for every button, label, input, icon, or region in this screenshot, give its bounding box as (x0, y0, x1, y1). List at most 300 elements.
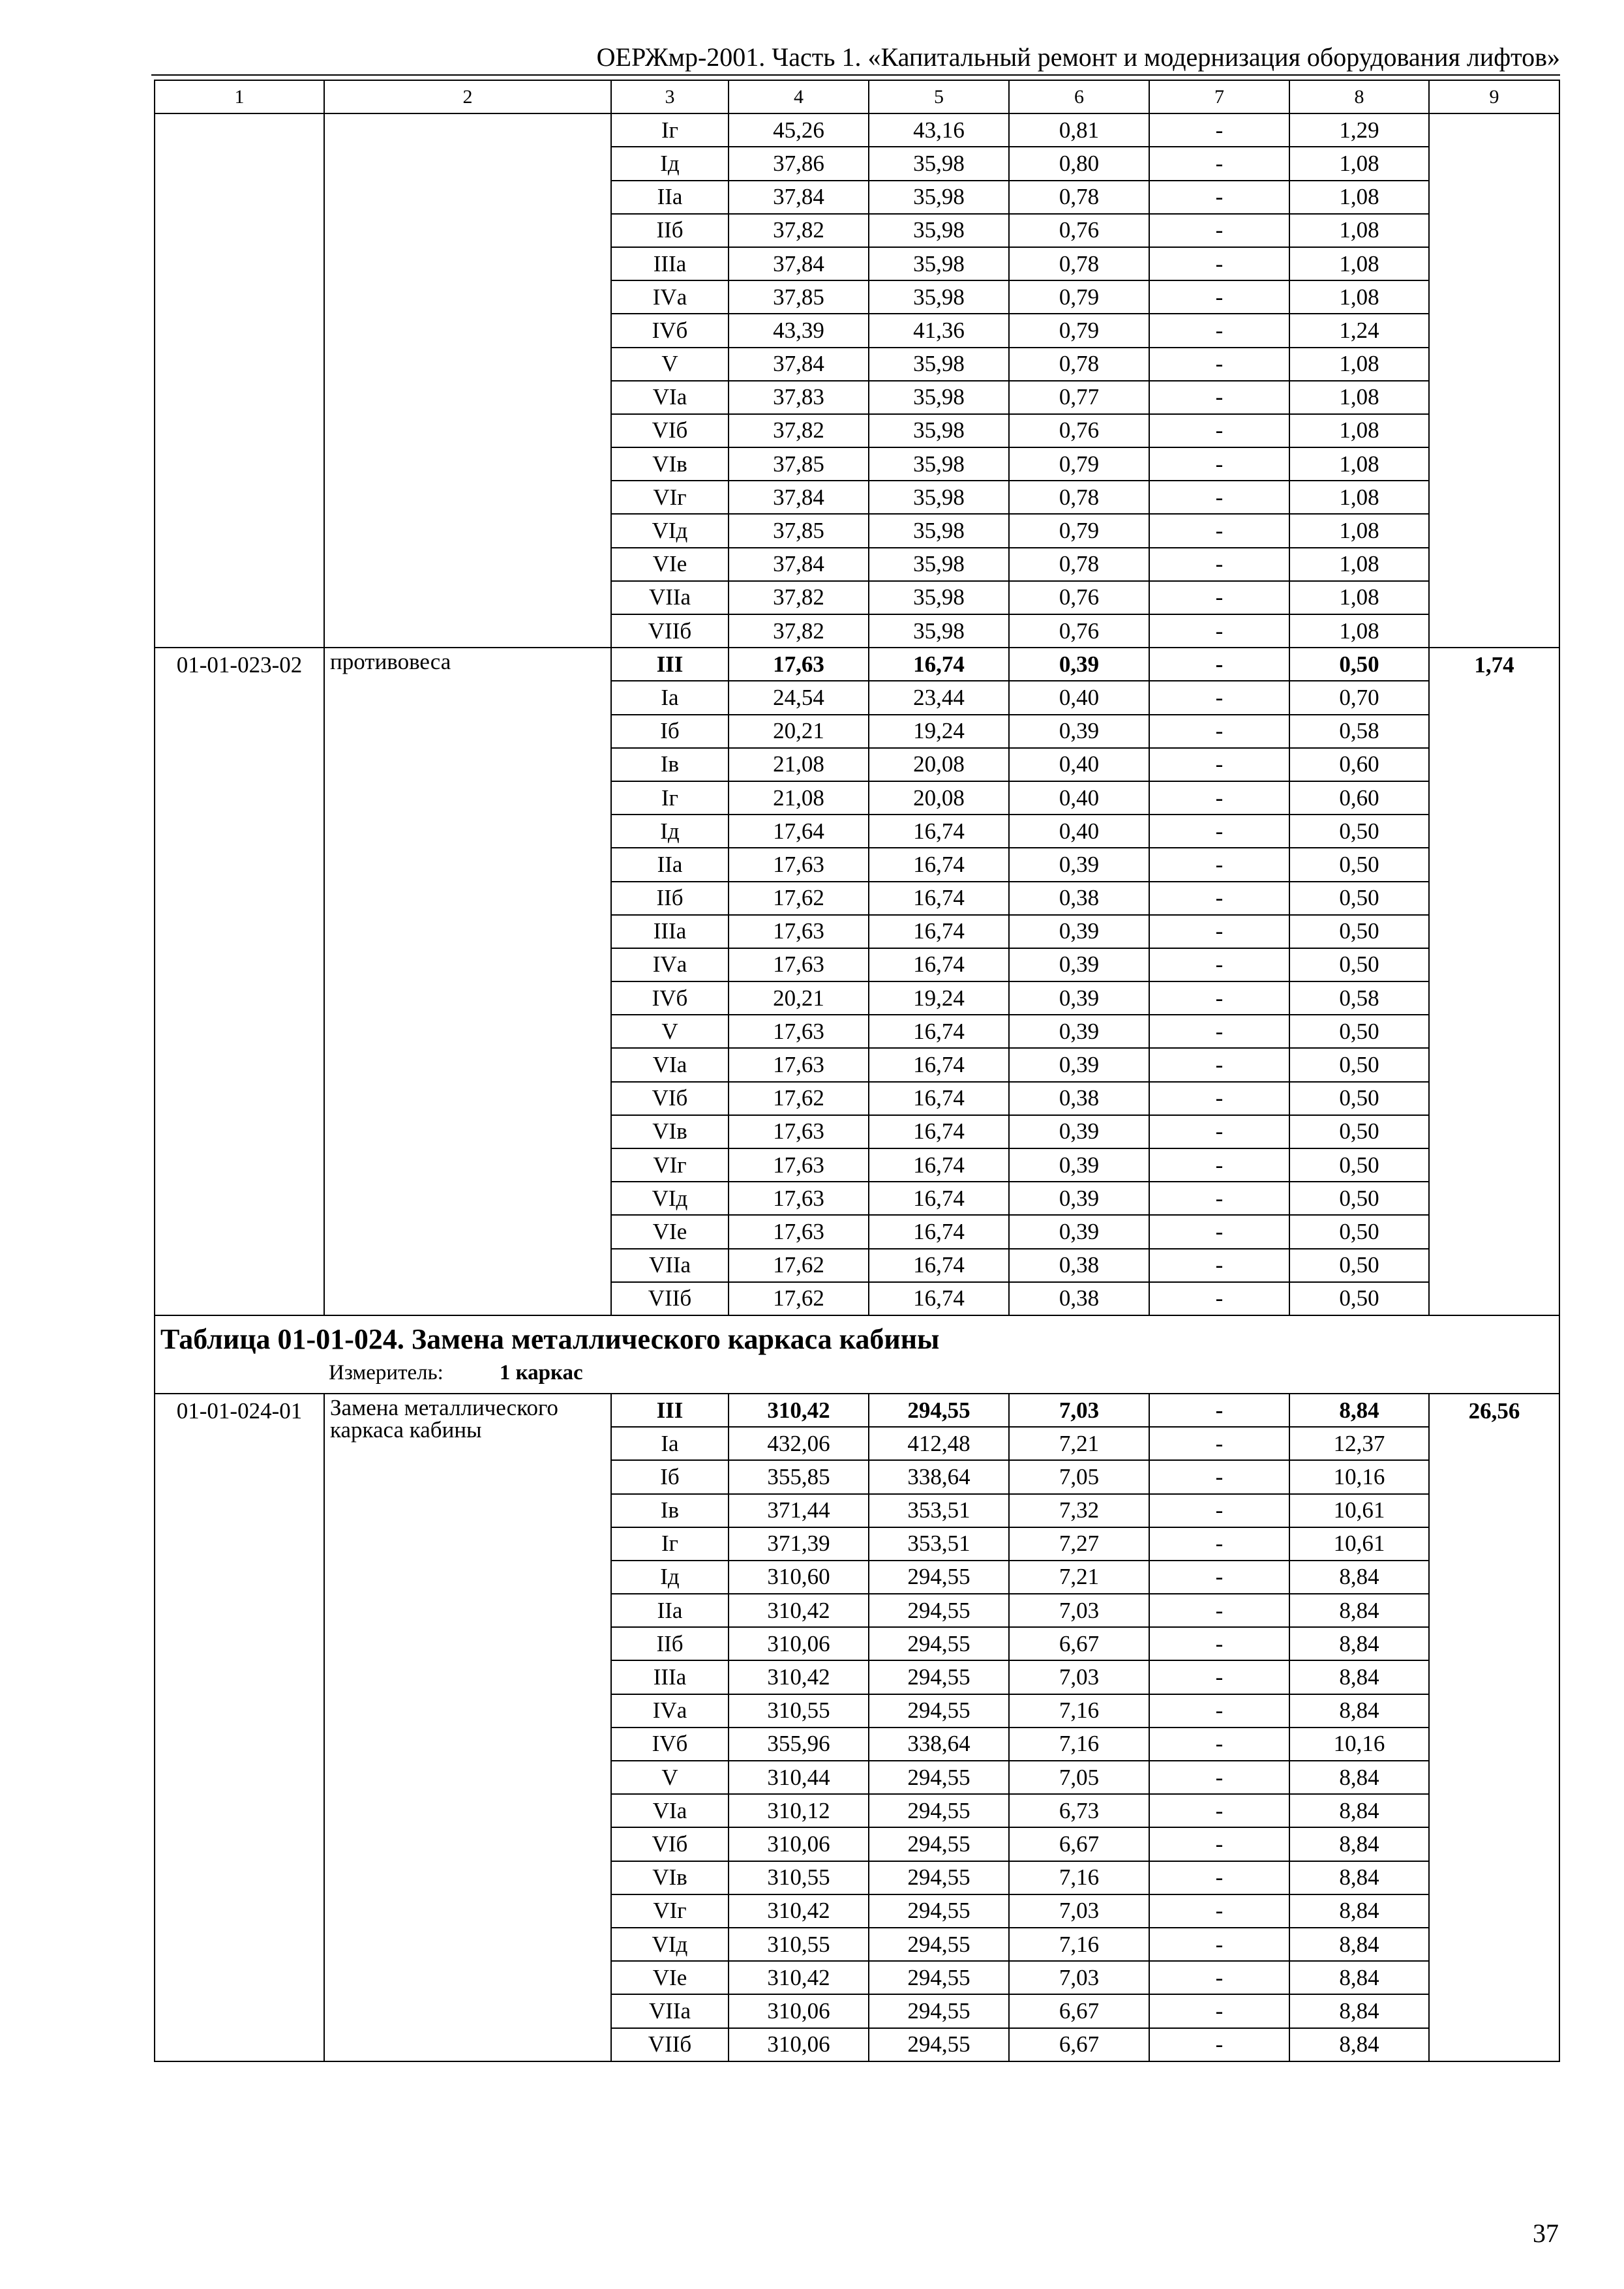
labor-cell: 0,50 (1289, 948, 1429, 981)
total-cost-cell: 37,84 (729, 481, 869, 514)
zone-cell: IIб (611, 882, 729, 915)
labor-cell: 8,84 (1289, 1394, 1429, 1427)
materials-cell: - (1149, 113, 1289, 147)
wage-cell: 16,74 (869, 1115, 1009, 1148)
total-labor-cell: 26,56 (1429, 1394, 1559, 2061)
total-cost-cell: 17,63 (729, 948, 869, 981)
wage-cell: 35,98 (869, 214, 1009, 247)
column-number: 1 (155, 80, 324, 113)
zone-cell: Iб (611, 1460, 729, 1493)
materials-cell: - (1149, 1961, 1289, 1994)
total-cost-cell: 310,42 (729, 1594, 869, 1627)
machine-cost-cell: 7,03 (1009, 1894, 1149, 1928)
machine-cost-cell: 6,67 (1009, 1994, 1149, 2027)
labor-cell: 10,16 (1289, 1728, 1429, 1761)
machine-cost-cell: 7,03 (1009, 1961, 1149, 1994)
machine-cost-cell: 7,27 (1009, 1527, 1149, 1561)
machine-cost-cell: 6,67 (1009, 1827, 1149, 1861)
total-cost-cell: 37,84 (729, 247, 869, 280)
total-cost-cell: 37,82 (729, 214, 869, 247)
labor-cell: 8,84 (1289, 1561, 1429, 1594)
wage-cell: 294,55 (869, 1627, 1009, 1660)
wage-cell: 35,98 (869, 414, 1009, 447)
materials-cell: - (1149, 447, 1289, 481)
materials-cell: - (1149, 214, 1289, 247)
total-cost-cell: 17,64 (729, 815, 869, 848)
zone-cell: III (611, 1394, 729, 1427)
table-title-cell (155, 1315, 1559, 1394)
wage-cell: 20,08 (869, 748, 1009, 781)
machine-cost-cell: 6,67 (1009, 1627, 1149, 1660)
machine-cost-cell: 0,79 (1009, 514, 1149, 547)
machine-cost-cell: 0,81 (1009, 113, 1149, 147)
total-cost-cell: 20,21 (729, 981, 869, 1015)
total-cost-cell: 17,62 (729, 1282, 869, 1315)
materials-cell: - (1149, 514, 1289, 547)
total-cost-cell: 37,85 (729, 447, 869, 481)
machine-cost-cell: 7,16 (1009, 1928, 1149, 1961)
total-cost-cell: 37,84 (729, 548, 869, 581)
wage-cell: 294,55 (869, 1961, 1009, 1994)
column-number: 4 (729, 80, 869, 113)
labor-cell: 0,58 (1289, 715, 1429, 748)
zone-cell: VIе (611, 548, 729, 581)
rate-name: Замена металлического каркаса кабины (324, 1394, 611, 2061)
total-cost-cell: 17,62 (729, 882, 869, 915)
zone-cell: V (611, 348, 729, 381)
zone-cell: VIIа (611, 1994, 729, 2027)
machine-cost-cell: 0,78 (1009, 348, 1149, 381)
zone-cell: IIIа (611, 915, 729, 948)
labor-cell: 1,08 (1289, 514, 1429, 547)
labor-cell: 1,08 (1289, 414, 1429, 447)
materials-cell: - (1149, 1827, 1289, 1861)
zone-cell: IIIа (611, 247, 729, 280)
materials-cell: - (1149, 1594, 1289, 1627)
column-number: 2 (324, 80, 611, 113)
labor-cell: 8,84 (1289, 1928, 1429, 1961)
total-cost-cell: 17,63 (729, 1115, 869, 1148)
machine-cost-cell: 7,03 (1009, 1660, 1149, 1694)
total-labor-cell: 1,74 (1429, 648, 1559, 1315)
labor-cell: 0,50 (1289, 1182, 1429, 1215)
zone-cell: Iв (611, 748, 729, 781)
wage-cell: 16,74 (869, 815, 1009, 848)
machine-cost-cell: 0,39 (1009, 915, 1149, 948)
wage-cell: 35,98 (869, 280, 1009, 314)
zone-cell: VIIб (611, 2028, 729, 2061)
zone-cell: VIIб (611, 1282, 729, 1315)
zone-cell: Iг (611, 113, 729, 147)
zone-cell: VIд (611, 514, 729, 547)
machine-cost-cell: 0,76 (1009, 614, 1149, 648)
materials-cell: - (1149, 815, 1289, 848)
labor-cell: 1,08 (1289, 447, 1429, 481)
wage-cell: 35,98 (869, 614, 1009, 648)
zone-cell: VIа (611, 1794, 729, 1827)
total-cost-cell: 17,63 (729, 1148, 869, 1182)
wage-cell: 19,24 (869, 715, 1009, 748)
machine-cost-cell: 0,79 (1009, 280, 1149, 314)
total-cost-cell: 20,21 (729, 715, 869, 748)
wage-cell: 16,74 (869, 1082, 1009, 1115)
machine-cost-cell: 0,39 (1009, 1148, 1149, 1182)
total-cost-cell: 17,63 (729, 1215, 869, 1248)
wage-cell: 16,74 (869, 948, 1009, 981)
materials-cell: - (1149, 1148, 1289, 1182)
wage-cell: 294,55 (869, 1594, 1009, 1627)
labor-cell: 0,70 (1289, 681, 1429, 714)
materials-cell: - (1149, 247, 1289, 280)
labor-cell: 8,84 (1289, 2028, 1429, 2061)
zone-cell: VIIа (611, 1249, 729, 1282)
machine-cost-cell: 0,79 (1009, 314, 1149, 347)
labor-cell: 0,50 (1289, 1148, 1429, 1182)
machine-cost-cell: 0,39 (1009, 948, 1149, 981)
wage-cell: 35,98 (869, 247, 1009, 280)
wage-cell: 294,55 (869, 1827, 1009, 1861)
machine-cost-cell: 0,40 (1009, 681, 1149, 714)
zone-cell: Iа (611, 681, 729, 714)
machine-cost-cell: 7,16 (1009, 1861, 1149, 1894)
zone-cell: Iб (611, 715, 729, 748)
zone-cell: Iд (611, 815, 729, 848)
machine-cost-cell: 0,38 (1009, 882, 1149, 915)
machine-cost-cell: 0,39 (1009, 1048, 1149, 1081)
wage-cell: 35,98 (869, 147, 1009, 180)
materials-cell: - (1149, 1761, 1289, 1794)
rate-code (155, 113, 324, 648)
total-cost-cell: 37,83 (729, 381, 869, 414)
wage-cell: 294,55 (869, 1994, 1009, 2027)
total-cost-cell: 37,86 (729, 147, 869, 180)
materials-cell: - (1149, 314, 1289, 347)
machine-cost-cell: 0,39 (1009, 1182, 1149, 1215)
materials-cell: - (1149, 781, 1289, 815)
machine-cost-cell: 0,39 (1009, 715, 1149, 748)
zone-cell: VIг (611, 481, 729, 514)
materials-cell: - (1149, 147, 1289, 180)
wage-cell: 294,55 (869, 1794, 1009, 1827)
table-title-row (155, 1315, 1559, 1394)
wage-cell: 16,74 (869, 648, 1009, 681)
total-cost-cell: 24,54 (729, 681, 869, 714)
labor-cell: 1,08 (1289, 247, 1429, 280)
wage-cell: 294,55 (869, 1928, 1009, 1961)
materials-cell: - (1149, 882, 1289, 915)
materials-cell: - (1149, 948, 1289, 981)
zone-cell: VIб (611, 1082, 729, 1115)
labor-cell: 0,50 (1289, 1115, 1429, 1148)
labor-cell: 8,84 (1289, 1627, 1429, 1660)
wage-cell: 35,98 (869, 447, 1009, 481)
wage-cell: 294,55 (869, 1861, 1009, 1894)
wage-cell: 16,74 (869, 1015, 1009, 1048)
labor-cell: 8,84 (1289, 1827, 1429, 1861)
total-cost-cell: 310,12 (729, 1794, 869, 1827)
total-cost-cell: 21,08 (729, 781, 869, 815)
wage-cell: 43,16 (869, 113, 1009, 147)
labor-cell: 1,08 (1289, 181, 1429, 214)
labor-cell: 1,08 (1289, 348, 1429, 381)
wage-cell: 353,51 (869, 1494, 1009, 1527)
machine-cost-cell: 0,78 (1009, 247, 1149, 280)
column-number: 9 (1429, 80, 1559, 113)
wage-cell: 294,55 (869, 1660, 1009, 1694)
wage-cell: 16,74 (869, 915, 1009, 948)
labor-cell: 1,08 (1289, 548, 1429, 581)
wage-cell: 35,98 (869, 348, 1009, 381)
zone-cell: VIд (611, 1182, 729, 1215)
labor-cell: 1,08 (1289, 280, 1429, 314)
zone-cell: VIв (611, 1861, 729, 1894)
page-header: ОЕРЖмр-2001. Часть 1. «Капитальный ремонт и модернизация оборудования лифтов» (596, 42, 1560, 72)
labor-cell: 8,84 (1289, 1961, 1429, 1994)
machine-cost-cell: 7,21 (1009, 1427, 1149, 1460)
wage-cell: 294,55 (869, 1761, 1009, 1794)
materials-cell: - (1149, 1494, 1289, 1527)
labor-cell: 12,37 (1289, 1427, 1429, 1460)
wage-cell: 294,55 (869, 1561, 1009, 1594)
wage-cell: 35,98 (869, 181, 1009, 214)
total-cost-cell: 17,63 (729, 915, 869, 948)
labor-cell: 0,50 (1289, 1082, 1429, 1115)
wage-cell: 35,98 (869, 548, 1009, 581)
machine-cost-cell: 7,03 (1009, 1394, 1149, 1427)
materials-cell: - (1149, 1115, 1289, 1148)
labor-cell: 8,84 (1289, 1594, 1429, 1627)
machine-cost-cell: 0,38 (1009, 1249, 1149, 1282)
wage-cell: 294,55 (869, 2028, 1009, 2061)
labor-cell: 0,50 (1289, 648, 1429, 681)
total-cost-cell: 310,06 (729, 1627, 869, 1660)
machine-cost-cell: 0,40 (1009, 781, 1149, 815)
labor-cell: 0,50 (1289, 915, 1429, 948)
labor-cell: 0,60 (1289, 748, 1429, 781)
column-number: 5 (869, 80, 1009, 113)
materials-cell: - (1149, 181, 1289, 214)
machine-cost-cell: 0,76 (1009, 414, 1149, 447)
rate-code: 01-01-023-02 (155, 648, 324, 1315)
page-number: 37 (1533, 2219, 1559, 2248)
materials-cell: - (1149, 381, 1289, 414)
labor-cell: 0,50 (1289, 1249, 1429, 1282)
labor-cell: 1,24 (1289, 314, 1429, 347)
total-cost-cell: 17,62 (729, 1249, 869, 1282)
labor-cell: 8,84 (1289, 1894, 1429, 1928)
total-cost-cell: 310,06 (729, 1827, 869, 1861)
zone-cell: IVа (611, 1694, 729, 1728)
zone-cell: VIв (611, 447, 729, 481)
total-cost-cell: 37,85 (729, 514, 869, 547)
wage-cell: 16,74 (869, 1249, 1009, 1282)
labor-cell: 0,50 (1289, 815, 1429, 848)
materials-cell: - (1149, 981, 1289, 1015)
machine-cost-cell: 0,39 (1009, 648, 1149, 681)
wage-cell: 16,74 (869, 1182, 1009, 1215)
machine-cost-cell: 7,16 (1009, 1694, 1149, 1728)
wage-cell: 16,74 (869, 1282, 1009, 1315)
total-cost-cell: 37,84 (729, 181, 869, 214)
materials-cell: - (1149, 1015, 1289, 1048)
machine-cost-cell: 0,39 (1009, 1215, 1149, 1248)
machine-cost-cell: 7,16 (1009, 1728, 1149, 1761)
materials-cell: - (1149, 1215, 1289, 1248)
total-cost-cell: 17,63 (729, 848, 869, 881)
machine-cost-cell: 0,78 (1009, 548, 1149, 581)
materials-cell: - (1149, 1249, 1289, 1282)
machine-cost-cell: 0,39 (1009, 1015, 1149, 1048)
materials-cell: - (1149, 1861, 1289, 1894)
zone-cell: V (611, 1015, 729, 1048)
total-cost-cell: 310,06 (729, 1994, 869, 2027)
machine-cost-cell: 7,32 (1009, 1494, 1149, 1527)
wage-cell: 338,64 (869, 1728, 1009, 1761)
total-cost-cell: 310,55 (729, 1928, 869, 1961)
materials-cell: - (1149, 1928, 1289, 1961)
labor-cell: 1,08 (1289, 147, 1429, 180)
labor-cell: 10,16 (1289, 1460, 1429, 1493)
labor-cell: 0,50 (1289, 1282, 1429, 1315)
wage-cell: 338,64 (869, 1460, 1009, 1493)
zone-cell: Iг (611, 1527, 729, 1561)
zone-cell: VIе (611, 1215, 729, 1248)
materials-cell: - (1149, 1082, 1289, 1115)
total-cost-cell: 371,44 (729, 1494, 869, 1527)
wage-cell: 35,98 (869, 581, 1009, 614)
zone-cell: IIа (611, 1594, 729, 1627)
labor-cell: 8,84 (1289, 1694, 1429, 1728)
zone-cell: Iд (611, 1561, 729, 1594)
total-cost-cell: 43,39 (729, 314, 869, 347)
wage-cell: 23,44 (869, 681, 1009, 714)
labor-cell: 8,84 (1289, 1861, 1429, 1894)
materials-cell: - (1149, 1460, 1289, 1493)
machine-cost-cell: 7,05 (1009, 1761, 1149, 1794)
materials-cell: - (1149, 1627, 1289, 1660)
wage-cell: 16,74 (869, 882, 1009, 915)
materials-cell: - (1149, 1527, 1289, 1561)
machine-cost-cell: 6,73 (1009, 1794, 1149, 1827)
materials-cell: - (1149, 1427, 1289, 1460)
zone-cell: Iд (611, 147, 729, 180)
total-cost-cell: 310,44 (729, 1761, 869, 1794)
total-cost-cell: 310,55 (729, 1861, 869, 1894)
wage-cell: 353,51 (869, 1527, 1009, 1561)
machine-cost-cell: 0,38 (1009, 1082, 1149, 1115)
materials-cell: - (1149, 280, 1289, 314)
rate-name (324, 113, 611, 648)
materials-cell: - (1149, 848, 1289, 881)
machine-cost-cell: 7,05 (1009, 1460, 1149, 1493)
zone-cell: IIб (611, 1627, 729, 1660)
column-number-row (155, 80, 1559, 113)
zone-cell: VIа (611, 381, 729, 414)
zone-cell: VIг (611, 1894, 729, 1928)
labor-cell: 8,84 (1289, 1660, 1429, 1694)
zone-cell: III (611, 648, 729, 681)
wage-cell: 16,74 (869, 1215, 1009, 1248)
labor-cell: 0,60 (1289, 781, 1429, 815)
total-cost-cell: 17,63 (729, 648, 869, 681)
total-cost-cell: 310,42 (729, 1394, 869, 1427)
total-cost-cell: 37,85 (729, 280, 869, 314)
zone-cell: VIIб (611, 614, 729, 648)
zone-cell: VIд (611, 1928, 729, 1961)
materials-cell: - (1149, 715, 1289, 748)
total-cost-cell: 355,96 (729, 1728, 869, 1761)
machine-cost-cell: 7,03 (1009, 1594, 1149, 1627)
zone-cell: IVа (611, 280, 729, 314)
wage-cell: 19,24 (869, 981, 1009, 1015)
table-row (155, 113, 1559, 147)
total-cost-cell: 17,63 (729, 1015, 869, 1048)
column-number: 8 (1289, 80, 1429, 113)
labor-cell: 0,58 (1289, 981, 1429, 1015)
materials-cell: - (1149, 1282, 1289, 1315)
machine-cost-cell: 7,21 (1009, 1561, 1149, 1594)
total-cost-cell: 37,82 (729, 414, 869, 447)
materials-cell: - (1149, 1048, 1289, 1081)
labor-cell: 1,08 (1289, 614, 1429, 648)
wage-cell: 20,08 (869, 781, 1009, 815)
zone-cell: IIIа (611, 1660, 729, 1694)
table-row (155, 648, 1559, 681)
materials-cell: - (1149, 1561, 1289, 1594)
machine-cost-cell: 0,76 (1009, 581, 1149, 614)
materials-cell: - (1149, 1394, 1289, 1427)
total-labor-cell (1429, 113, 1559, 648)
zone-cell: IIб (611, 214, 729, 247)
machine-cost-cell: 0,78 (1009, 481, 1149, 514)
zone-cell: VIе (611, 1961, 729, 1994)
labor-cell: 8,84 (1289, 1994, 1429, 2027)
labor-cell: 10,61 (1289, 1527, 1429, 1561)
total-cost-cell: 310,06 (729, 2028, 869, 2061)
rates-table (154, 80, 1560, 2062)
total-cost-cell: 17,63 (729, 1182, 869, 1215)
machine-cost-cell: 0,76 (1009, 214, 1149, 247)
materials-cell: - (1149, 2028, 1289, 2061)
machine-cost-cell: 0,80 (1009, 147, 1149, 180)
wage-cell: 35,98 (869, 481, 1009, 514)
total-cost-cell: 17,62 (729, 1082, 869, 1115)
total-cost-cell: 37,82 (729, 581, 869, 614)
zone-cell: V (611, 1761, 729, 1794)
column-number: 3 (611, 80, 729, 113)
materials-cell: - (1149, 614, 1289, 648)
machine-cost-cell: 0,77 (1009, 381, 1149, 414)
header-rule (151, 74, 1560, 76)
machine-cost-cell: 0,78 (1009, 181, 1149, 214)
wage-cell: 294,55 (869, 1694, 1009, 1728)
total-cost-cell: 45,26 (729, 113, 869, 147)
zone-cell: VIа (611, 1048, 729, 1081)
total-cost-cell: 37,82 (729, 614, 869, 648)
materials-cell: - (1149, 481, 1289, 514)
zone-cell: Iг (611, 781, 729, 815)
machine-cost-cell: 0,40 (1009, 815, 1149, 848)
total-cost-cell: 37,84 (729, 348, 869, 381)
labor-cell: 1,08 (1289, 481, 1429, 514)
labor-cell: 1,08 (1289, 214, 1429, 247)
total-cost-cell: 432,06 (729, 1427, 869, 1460)
labor-cell: 0,50 (1289, 1215, 1429, 1248)
total-cost-cell: 17,63 (729, 1048, 869, 1081)
machine-cost-cell: 0,39 (1009, 981, 1149, 1015)
zone-cell: IIа (611, 181, 729, 214)
labor-cell: 1,08 (1289, 581, 1429, 614)
